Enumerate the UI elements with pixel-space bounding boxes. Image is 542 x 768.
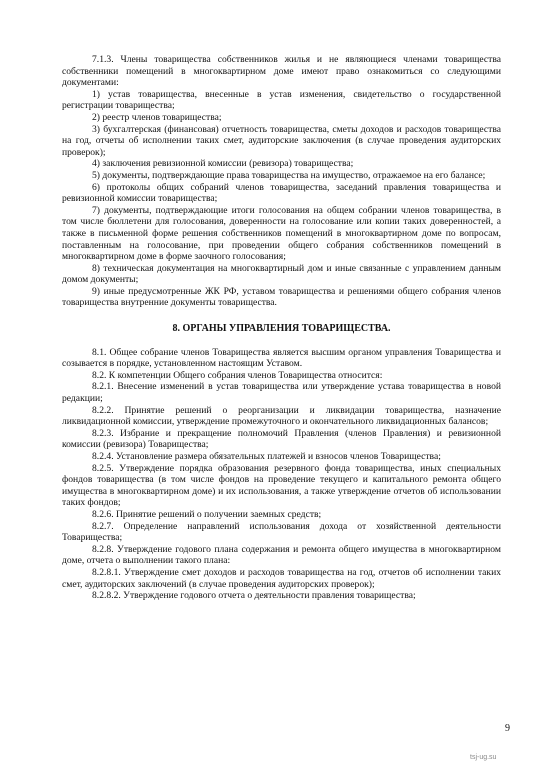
section-paragraph: 8.2.6. Принятие решений о получении заемных средств; <box>92 508 322 520</box>
list-item: 4) заключения ревизионной комиссии (ревизора) товарищества; <box>92 158 354 170</box>
list-item: 8) техническая документация на многоквартирный дом и иные связанные с управлением данным домом документы; <box>62 262 501 286</box>
section-paragraph: 8.2.8.1. Утверждение смет доходов и расходов товарищества на год, отчетов об исполнении таких смет, аудиторских заключений (в случае проведения аудиторских проверок); <box>62 566 501 590</box>
intro-paragraph: 7.1.3. Члены товарищества собственников жилья и не являющиеся членами товарищества собственники помещений в многоквартирном доме имеют право ознакомиться со следующими документами: <box>62 54 501 89</box>
section-heading: 8. ОРГАНЫ УПРАВЛЕНИЯ ТОВАРИЩЕСТВА. <box>172 323 391 335</box>
site-watermark: tsj-ug.su <box>470 754 497 761</box>
section-paragraph: 8.2.7. Определение направлений использования дохода от хозяйственной деятельности Товарищества; <box>62 520 501 544</box>
section-paragraph: 8.2.8.2. Утверждение годового отчета о деятельности правления товарищества; <box>92 590 416 602</box>
section-paragraph: 8.2. К компетенции Общего собрания членов Товарищества относится: <box>92 369 383 381</box>
list-item: 9) иные предусмотренные ЖК РФ, уставом товарищества и решениями общего собрания членов товарищества внутренние документы товарищества. <box>62 285 501 309</box>
section-paragraph: 8.2.2. Принятие решений о реорганизации и ликвидации товарищества, назначение ликвидационной комиссии, утверждение промежуточного и окончательного ликвидационных балансов; <box>62 404 501 428</box>
list-item: 6) протоколы общих собраний членов товарищества, заседаний правления товарищества и ревизионной комиссии товарищества; <box>62 181 501 205</box>
list-item: 5) документы, подтверждающие права товарищества на имущество, отражаемое на его балансе; <box>92 169 486 181</box>
list-item: 2) реестр членов товарищества; <box>92 111 222 123</box>
section-paragraph: 8.2.3. Избрание и прекращение полномочий Правления (членов Правления) и ревизионной комиссии (ревизора) Товарищества; <box>62 427 501 451</box>
section-paragraph: 8.2.5. Утверждение порядка образования резервного фонда товарищества, иных специальных фондов товарищества (в том числе фондов на проведение текущего и капитального ремонта общего имущества в многоквартирном доме) и их использования, а также утверждение отчетов об использовании таких фондов; <box>62 462 501 509</box>
section-paragraph: 8.2.4. Установление размера обязательных платежей и взносов членов Товарищества; <box>92 451 441 462</box>
section-paragraph: 8.1. Общее собрание членов Товарищества является высшим органом управления Товарищества и созывается в порядке, установленном настоящим Уставом. <box>62 346 501 370</box>
page-number: 9 <box>505 723 510 734</box>
section-paragraph: 8.2.8. Утверждение годового плана содержания и ремонта общего имущества в многоквартирном доме, отчета о выполнении такого плана: <box>62 543 501 567</box>
list-item: 3) бухгалтерская (финансовая) отчетность товарищества, сметы доходов и расходов товарищества на год, отчеты об исполнении таких смет, аудиторские заключения (в случае проведения аудиторских проверок); <box>62 123 501 158</box>
document-body <box>62 54 501 602</box>
list-item: 7) документы, подтверждающие итоги голосования на общем собрании членов товарищества, в том числе бюллетени для голосования, доверенности на голосование или копии таких доверенностей, а также в письменной форме решения собственников помещений в многоквартирном доме по вопросам, поставленным на голосование, при проведении общего собрания собственников помещений в многоквартирном доме в форме заочного голосования; <box>62 204 501 263</box>
list-item: 1) устав товарищества, внесенные в устав изменения, свидетельство о государственной регистрации товарищества; <box>62 88 501 112</box>
section-paragraph: 8.2.1. Внесение изменений в устав товарищества или утверждение устава товарищества в новой редакции; <box>62 381 501 405</box>
